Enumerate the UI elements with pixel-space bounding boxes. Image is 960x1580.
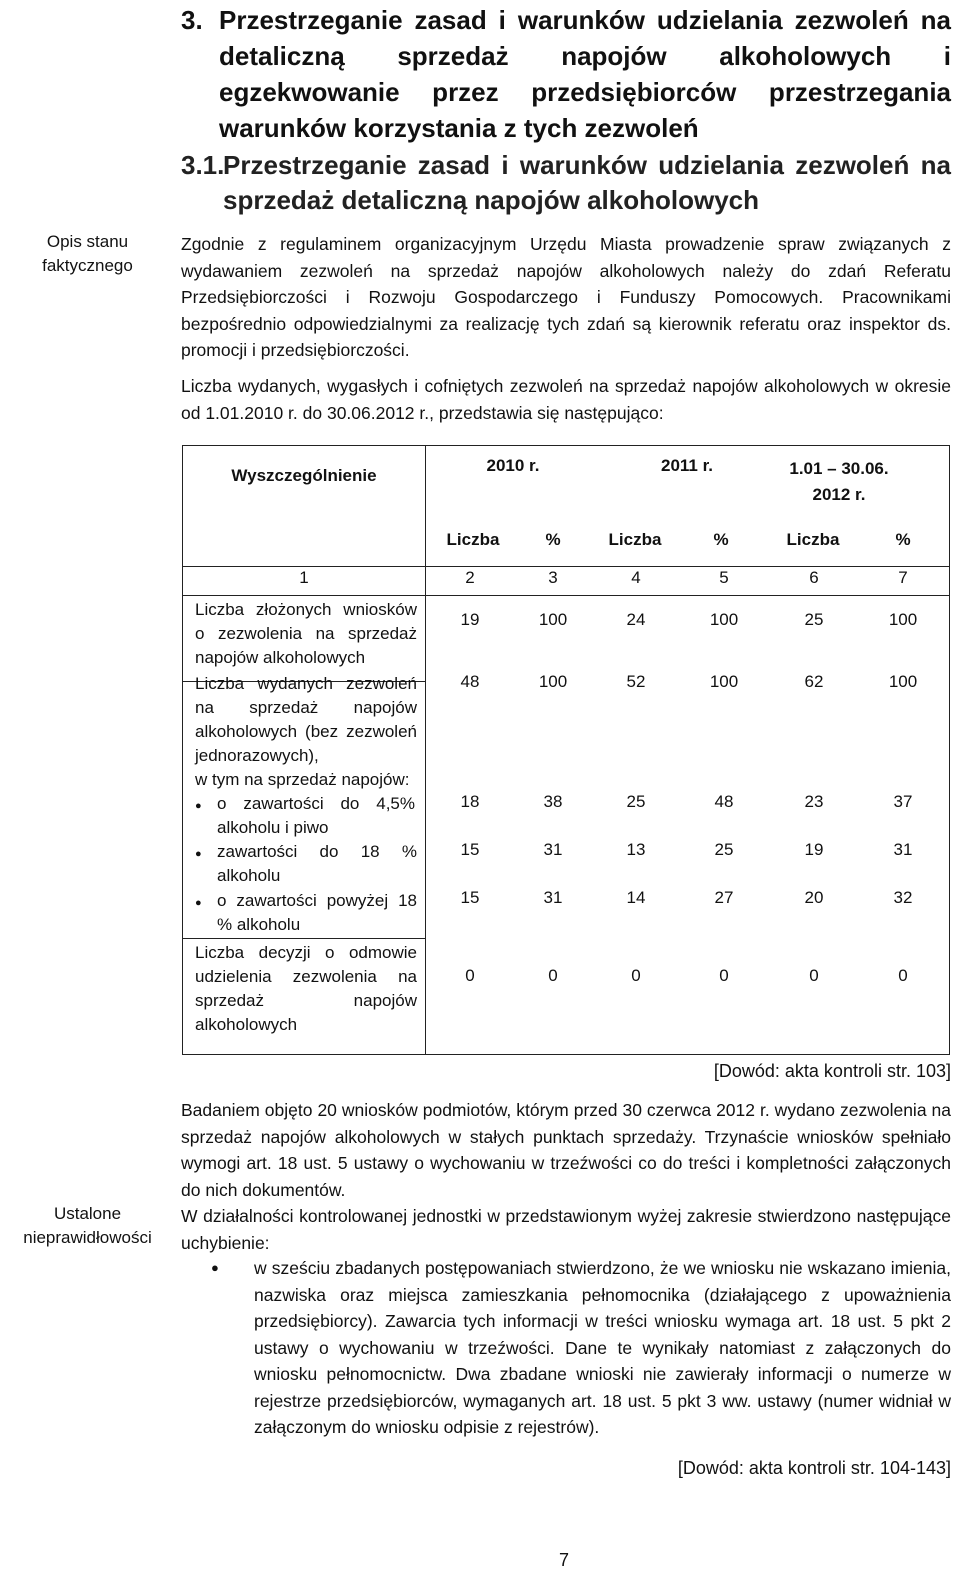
page-number: 7 [558, 1550, 569, 1570]
table-cell: 62 [804, 672, 824, 691]
table-cell: 15 [460, 840, 480, 859]
table-cell: 0 [898, 966, 908, 985]
row-label-text: o zawartości do 4,5% alkoholu i piwo [217, 794, 415, 837]
column-number: 7 [898, 568, 908, 587]
proof-note: [Dowód: akta kontroli str. 103] [713, 1061, 951, 1081]
findings-list [181, 1255, 951, 1441]
header-year-2012: 1.01 – 30.06. 2012 r. [789, 459, 889, 504]
subsection-number: 3.1. [181, 150, 225, 180]
table-cell: 32 [893, 888, 913, 907]
table-cell: 37 [893, 792, 913, 811]
permits-table [182, 445, 950, 1055]
row-label-b2 [195, 840, 417, 888]
column-number: 6 [809, 568, 819, 587]
table-cell: 15 [460, 888, 480, 907]
subsection-title: Przestrzeganie zasad i warunków udzielania zezwoleń na sprzedaż detaliczną napojów alkoholowych [223, 150, 951, 215]
row-label-refusals: Liczba decyzji o odmowie udzielenia zezwolenia na sprzedaż napojów alkoholowych [195, 943, 417, 1034]
table-cell: 31 [543, 840, 563, 859]
table-cell: 0 [465, 966, 475, 985]
subheader-percent: % [895, 530, 911, 549]
table-cell: 38 [543, 792, 563, 811]
table-cell: 19 [460, 610, 480, 629]
table-cell: 14 [626, 888, 646, 907]
table-cell: 100 [888, 610, 918, 629]
table-cell: 0 [631, 966, 641, 985]
subsection-heading [181, 148, 951, 218]
table-cell: 25 [804, 610, 824, 629]
table-divider [183, 938, 425, 939]
side-label-state: Opis stanu faktycznego [42, 232, 133, 275]
section-title: Przestrzeganie zasad i warunków udzielania zezwoleń na detaliczną sprzedaż napojów alkoholowych i egzekwowanie przez przedsiębiorców przestrzegania warunków korzystania z tych zezwoleń [219, 5, 951, 143]
column-number: 3 [548, 568, 558, 587]
table-cell: 18 [460, 792, 480, 811]
table-divider [425, 446, 426, 1054]
table-cell: 0 [548, 966, 558, 985]
row-label-text: zawartości do 18 % alkoholu [217, 842, 417, 885]
paragraph-organization: Zgodnie z regulaminem organizacyjnym Urzędu Miasta prowadzenie spraw związanych z wydawaniem zezwoleń na sprzedaż napojów alkoholowych należy do zdań Referatu Przedsiębiorczości i Rozwoju Gospodarczego i Funduszy Pomocowych. Pracownikami bezpośrednio odpowiedzialnymi za realizację tych zdań są kierownik referatu oraz inspektor ds. promocji i przedsiębiorczości. [181, 234, 951, 360]
row-label-issued: Liczba wydanych zezwoleń na sprzedaż napojów alkoholowych (bez zezwoleń jednorazowych), [195, 674, 417, 765]
section-heading [181, 2, 951, 146]
column-number: 4 [631, 568, 641, 587]
bullet-icon: ● [195, 848, 202, 860]
subheader-count: Liczba [446, 530, 500, 549]
table-cell: 48 [714, 792, 734, 811]
table-cell: 48 [460, 672, 480, 691]
row-label-issued-sub: w tym na sprzedaż napojów: [195, 770, 410, 789]
column-number: 5 [719, 568, 729, 587]
table-divider [183, 595, 949, 596]
table-cell: 20 [804, 888, 824, 907]
paragraph-table-intro: Liczba wydanych, wygasłych i cofniętych zezwoleń na sprzedaż napojów alkoholowych w okresie od 1.01.2010 r. do 30.06.2012 r., przedstawia się następująco: [181, 376, 951, 423]
row-label-b1 [195, 792, 417, 840]
header-year-2010: 2010 r. [486, 456, 540, 475]
table-cell: 100 [538, 610, 568, 629]
table-cell: 100 [709, 610, 739, 629]
bullet-icon: ● [195, 800, 202, 812]
table-cell: 19 [804, 840, 824, 859]
header-year-2011: 2011 r. [660, 456, 713, 475]
table-cell: 23 [804, 792, 824, 811]
column-number: 2 [465, 568, 475, 587]
table-cell: 0 [719, 966, 729, 985]
table-cell: 24 [626, 610, 646, 629]
row-label-text: o zawartości powyżej 18 % alkoholu [217, 891, 417, 934]
table-cell: 27 [714, 888, 734, 907]
table-cell: 25 [714, 840, 734, 859]
subheader-count: Liczba [608, 530, 662, 549]
finding-item: ● w sześciu zbadanych postępowaniach stwierdzono, że we wniosku nie wskazano imienia, nazwiska oraz miejsca zamieszkania pełnomocnika (działającego z upoważnienia przedsiębiorcy). Zawarcia tych informacji w treści wniosku wymaga art. 18 ust. 5 pkt 2 ustawy o wychowaniu w trzeźwości. Dane te wynikały natomiast z załączonych do wniosku pełnomocnictw. Dwa zbadane wnioski nie zawierały informacji o numerze w rejestrze przedsiębiorców, wymaganych art. 18 ust. 5 pkt 3 ww. ustawy (numer widniał w załączonym do wniosku odpisie z rejestrów). [181, 1255, 951, 1441]
table-cell: 25 [626, 792, 646, 811]
table-cell: 100 [709, 672, 739, 691]
proof-note: [Dowód: akta kontroli str. 104-143] [677, 1458, 951, 1478]
bullet-icon: ● [195, 897, 202, 909]
row-label-applications: Liczba złożonych wniosków o zezwolenia na sprzedaż napojów alkoholowych [195, 600, 417, 667]
table-cell: 100 [538, 672, 568, 691]
table-cell: 31 [893, 840, 913, 859]
paragraph-findings-intro: W działalności kontrolowanej jednostki w przedstawionym wyżej zakresie stwierdzono następujące uchybienie: [181, 1206, 951, 1253]
subheader-percent: % [545, 530, 561, 549]
column-number: 1 [299, 568, 309, 587]
table-cell: 0 [809, 966, 819, 985]
subheader-count: Liczba [786, 530, 840, 549]
row-label-b3 [195, 889, 417, 937]
table-cell: 52 [626, 672, 646, 691]
table-cell: 100 [888, 672, 918, 691]
header-description: Wyszczególnienie [231, 466, 377, 485]
table-divider [183, 566, 949, 567]
table-cell: 13 [626, 840, 646, 859]
side-label-irregularities: Ustalone nieprawidłowości [23, 1204, 152, 1247]
paragraph-examination: Badaniem objęto 20 wniosków podmiotów, którym przed 30 czerwca 2012 r. wydano zezwolenia na sprzedaż napojów alkoholowych w stałych punktach sprzedaży. Trzynaście wniosków spełniało wymogi art. 18 ust. 5 ustawy o wychowaniu w trzeźwości co do treści i kompletności załączonych do nich dokumentów. [181, 1100, 951, 1200]
table-cell: 31 [543, 888, 563, 907]
section-number: 3. [181, 5, 203, 35]
subheader-percent: % [713, 530, 729, 549]
